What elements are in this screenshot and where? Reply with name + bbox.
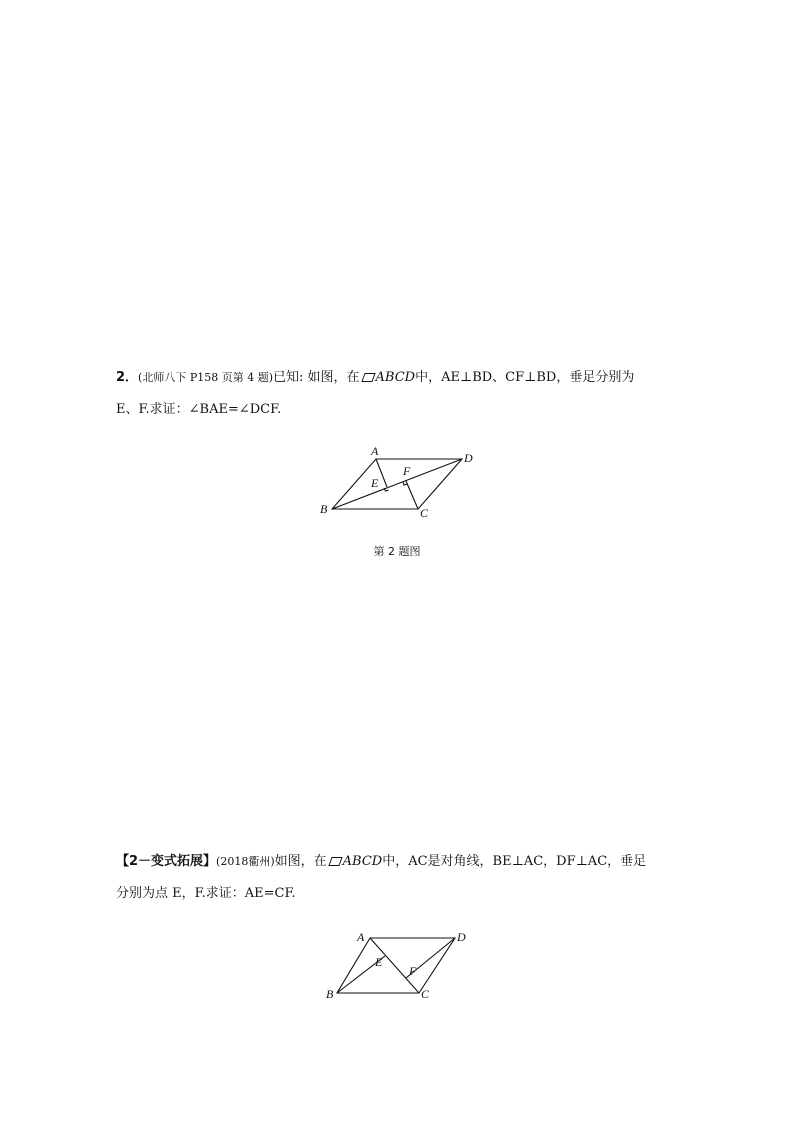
label-c-2: C xyxy=(421,987,430,1001)
problem-2-statement-rest: 中，AE⊥BD、CF⊥BD，垂足分别为 xyxy=(415,370,635,385)
diagonal-bd xyxy=(332,459,462,509)
label-d-2: D xyxy=(457,930,466,944)
problem-number: 2． xyxy=(116,370,139,385)
right-angle-mark-e xyxy=(384,488,389,491)
label-b: B xyxy=(320,502,328,516)
segment-be xyxy=(337,956,385,993)
variant-statement-rest: 中，AC是对角线，BE⊥AC，DF⊥AC，垂足 xyxy=(382,854,647,869)
variant-line-1 xyxy=(116,846,696,878)
parallelogram-abcd-2 xyxy=(337,938,455,993)
parallelogram-abcd xyxy=(332,459,462,509)
right-angle-mark-f xyxy=(403,482,407,485)
variant-tag: 【2－变式拓展】 xyxy=(116,854,217,869)
problem-2-statement-start: 已知: 如图，在 xyxy=(273,370,360,385)
label-f: F xyxy=(403,464,411,478)
variant-text xyxy=(116,846,696,910)
diagonal-ac xyxy=(370,938,419,993)
problem-2-text xyxy=(116,362,696,426)
label-a: A xyxy=(371,444,379,458)
label-c: C xyxy=(420,506,429,520)
variant-line-2: 分别为点 E，F.求证：AE=CF. xyxy=(116,886,296,901)
segment-df xyxy=(406,938,455,978)
problem-2-caption: 第 2 题图 xyxy=(373,545,421,558)
label-e: E xyxy=(371,476,379,490)
label-f-2: F xyxy=(409,964,417,978)
parallelogram-symbol xyxy=(361,373,375,382)
problem-source: (北师八下 P158 页第 4 题) xyxy=(138,371,274,384)
parallelogram-symbol-2 xyxy=(328,857,342,866)
segment-ae xyxy=(376,459,387,487)
parallelogram-name: ABCD xyxy=(375,370,416,385)
label-a-2: A xyxy=(357,930,365,944)
label-d: D xyxy=(464,451,473,465)
segment-cf xyxy=(406,481,418,509)
problem-2-line-2: E、F.求证：∠BAE=∠DCF. xyxy=(116,402,282,417)
parallelogram-name-2: ABCD xyxy=(342,854,383,869)
problem-2-line-1 xyxy=(116,362,696,394)
variant-source: (2018衢州) xyxy=(216,855,275,868)
label-b-2: B xyxy=(326,987,334,1001)
variant-statement-start: 如图，在 xyxy=(274,854,327,869)
label-e-2: E xyxy=(375,955,383,969)
